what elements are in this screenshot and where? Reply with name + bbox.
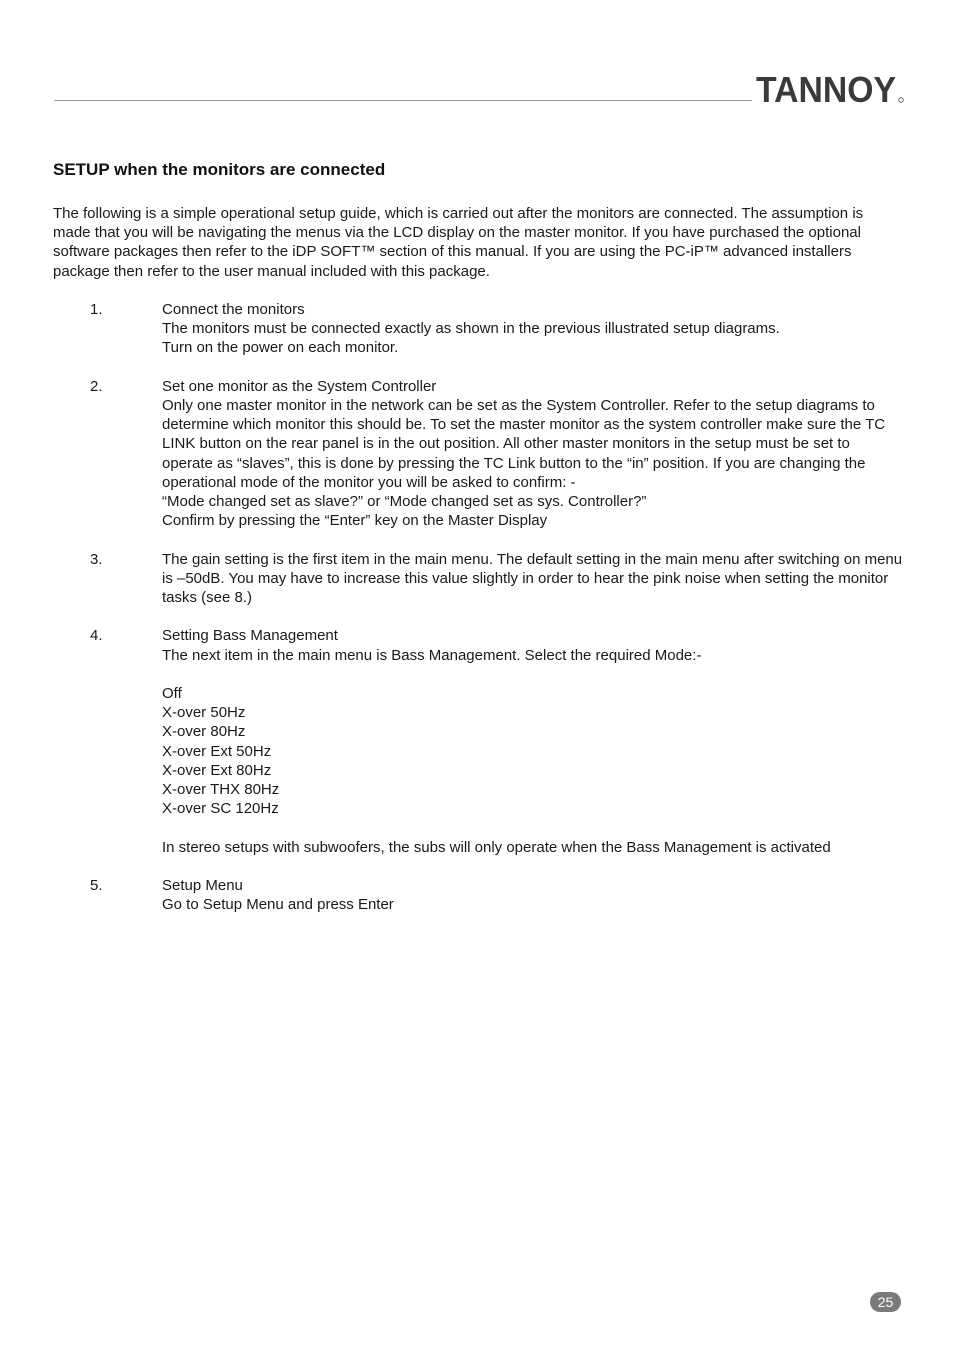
- tannoy-logo: [756, 70, 906, 106]
- step-body: The next item in the main menu is Bass Management. Select the required Mode:-: [162, 646, 702, 664]
- spacer: [162, 818, 903, 837]
- bass-mode-item: X-over 50Hz: [162, 704, 246, 722]
- bass-mode-item: X-over THX 80Hz: [162, 781, 280, 799]
- step-title: Setup Menu: [162, 877, 243, 894]
- bass-mode-item: X-over Ext 80Hz: [162, 761, 272, 779]
- step-body: Only one master monitor in the network can be set as the System Controller. Refer to the setup diagrams to determine which monitor this should be. To set the master monitor as the system controller make sure the TC LINK button on the rear panel is in the out position. All other master monitors in the setup must be set to operate as “slaves”, this is done by pressing the TC Link button to the “in” position. If you are changing the operational mode of the monitor you will be asked to confirm: -: [162, 397, 886, 491]
- section-title: SETUP when the monitors are connected: [53, 160, 386, 179]
- step-line: Turn on the power on each monitor.: [162, 339, 399, 357]
- step-number: 2.: [90, 377, 103, 395]
- spacer: [162, 665, 903, 684]
- step-title: Set one monitor as the System Controller: [162, 377, 437, 395]
- step-note: In stereo setups with subwoofers, the subs will only operate when the Bass Management is activated: [162, 838, 831, 856]
- step-line: The monitors must be connected exactly as shown in the previous illustrated setup diagrams.: [162, 320, 780, 338]
- step-5: [53, 876, 903, 914]
- step-line: Go to Setup Menu and press Enter: [162, 896, 394, 914]
- bass-mode-item: X-over Ext 50Hz: [162, 742, 272, 760]
- step-line: “Mode changed set as slave?” or “Mode changed set as sys. Controller?”: [162, 493, 647, 511]
- intro-paragraph: The following is a simple operational setup guide, which is carried out after the monitors are connected. The assumption is made that you will be navigating the menus via the LCD display on the master monitor. If you have purchased the optional software packages then refer to the iDP SOFT™ section of this manual. If you are using the PC-iP™ advanced installers package then refer to the user manual included with this package.: [53, 205, 864, 280]
- step-3: [53, 550, 903, 608]
- svg-text:TANNOY: TANNOY: [756, 70, 896, 106]
- header-rule: [54, 100, 752, 101]
- step-title: Setting Bass Management: [162, 627, 338, 645]
- bass-mode-item: X-over SC 120Hz: [162, 800, 279, 818]
- bass-mode-item: X-over 80Hz: [162, 723, 246, 741]
- setup-steps-list: [53, 300, 903, 934]
- step-1: [53, 300, 903, 358]
- bass-mode-item: Off: [162, 685, 182, 702]
- step-number: 4.: [90, 627, 103, 645]
- step-number: 3.: [90, 550, 103, 568]
- step-4: [53, 626, 903, 856]
- step-line: Confirm by pressing the “Enter” key on the Master Display: [162, 512, 548, 530]
- tannoy-logo-mark: [756, 70, 906, 106]
- step-body: The gain setting is the first item in the main menu. The default setting in the main menu after switching on menu is –50dB. You may have to increase this value slightly in order to hear the pink noise when setting the monitor tasks (see 8.): [162, 550, 903, 607]
- step-number: 5.: [90, 877, 103, 894]
- step-2: [53, 377, 903, 531]
- page-number-badge: 25: [870, 1292, 901, 1312]
- step-title: Connect the monitors: [162, 301, 305, 318]
- step-number: 1.: [90, 301, 103, 318]
